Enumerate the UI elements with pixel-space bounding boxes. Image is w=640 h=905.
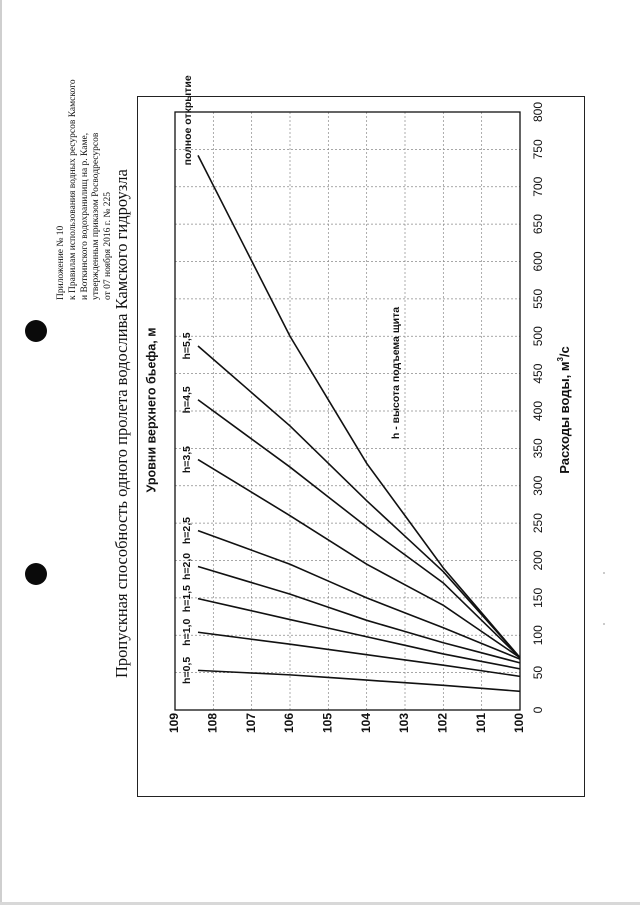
series-line-3 [198,566,520,662]
x-tick-label: 550 [531,288,546,309]
y-tick-label: 109 [167,712,182,734]
x-tick-label: 500 [531,326,546,347]
y-tick-label: 101 [473,712,488,734]
chart-title: Пропускная способность одного пролета водослива Камского гидроузла [112,169,131,678]
header-line-5: от 07 ноября 2016 г. № 225 [103,191,113,300]
x-tick-label: 700 [531,176,546,197]
y-tick-label: 108 [205,712,220,734]
x-tick-label: 650 [531,214,546,235]
header-line-1: Приложение № 10 [56,225,66,300]
series-label-5: h=3,5 [180,446,193,474]
x-tick-label: 0 [531,706,546,714]
header-line-2: к Правилам использования водных ресурсов Камского [68,79,78,300]
scan-speck [603,623,605,625]
series-line-5 [198,460,520,658]
y-axis-title: Уровни верхнего бьефа, м [144,327,159,493]
series-line-2 [198,599,520,669]
x-tick-label: 450 [531,363,546,384]
x-tick-label: 250 [531,513,546,534]
series-label-3: h=2,0 [180,552,193,581]
series-label-2: h=1,5 [180,585,193,613]
scan-speck [603,572,605,574]
y-tick-label: 102 [435,712,450,734]
y-tick-label: 100 [512,712,527,734]
x-tick-label: 100 [531,625,546,646]
series-line-8 [198,155,520,657]
header-line-3: и Воткинского водохранилищ на р. Каме, [80,132,90,300]
y-tick-label: 103 [397,712,412,734]
x-tick-label: 200 [531,550,546,571]
y-tick-label: 106 [282,712,297,734]
series-line-4 [198,531,520,660]
x-tick-label: 600 [531,251,546,272]
y-tick-label: 105 [320,712,335,734]
header-line-4: утвержденным приказом Росводресурсов [91,132,101,300]
x-tick-label: 350 [531,438,546,459]
series-line-0 [198,670,520,691]
y-tick-label: 107 [243,712,258,734]
x-tick-label: 150 [531,587,546,608]
x-tick-label: 50 [531,665,546,680]
series-line-6 [198,400,520,658]
series-label-0: h=0,5 [180,656,193,684]
x-tick-label: 800 [531,101,546,123]
x-axis-title: Расходы воды, $м^3/с$ [556,346,573,474]
x-tick-label: 300 [531,475,546,496]
y-tick-label: 104 [358,712,373,734]
x-tick-label: 750 [531,139,546,160]
series-label-1: h=1,0 [180,618,193,646]
x-tick-label: 400 [531,400,546,422]
chart-note: h - высота подъема щита [389,306,402,440]
series-label-7: h=5,5 [180,332,193,360]
series-label-6: h=4,5 [180,386,193,414]
series-label-4: h=2,5 [180,517,193,545]
series-label-8: полное открытие [181,75,194,166]
